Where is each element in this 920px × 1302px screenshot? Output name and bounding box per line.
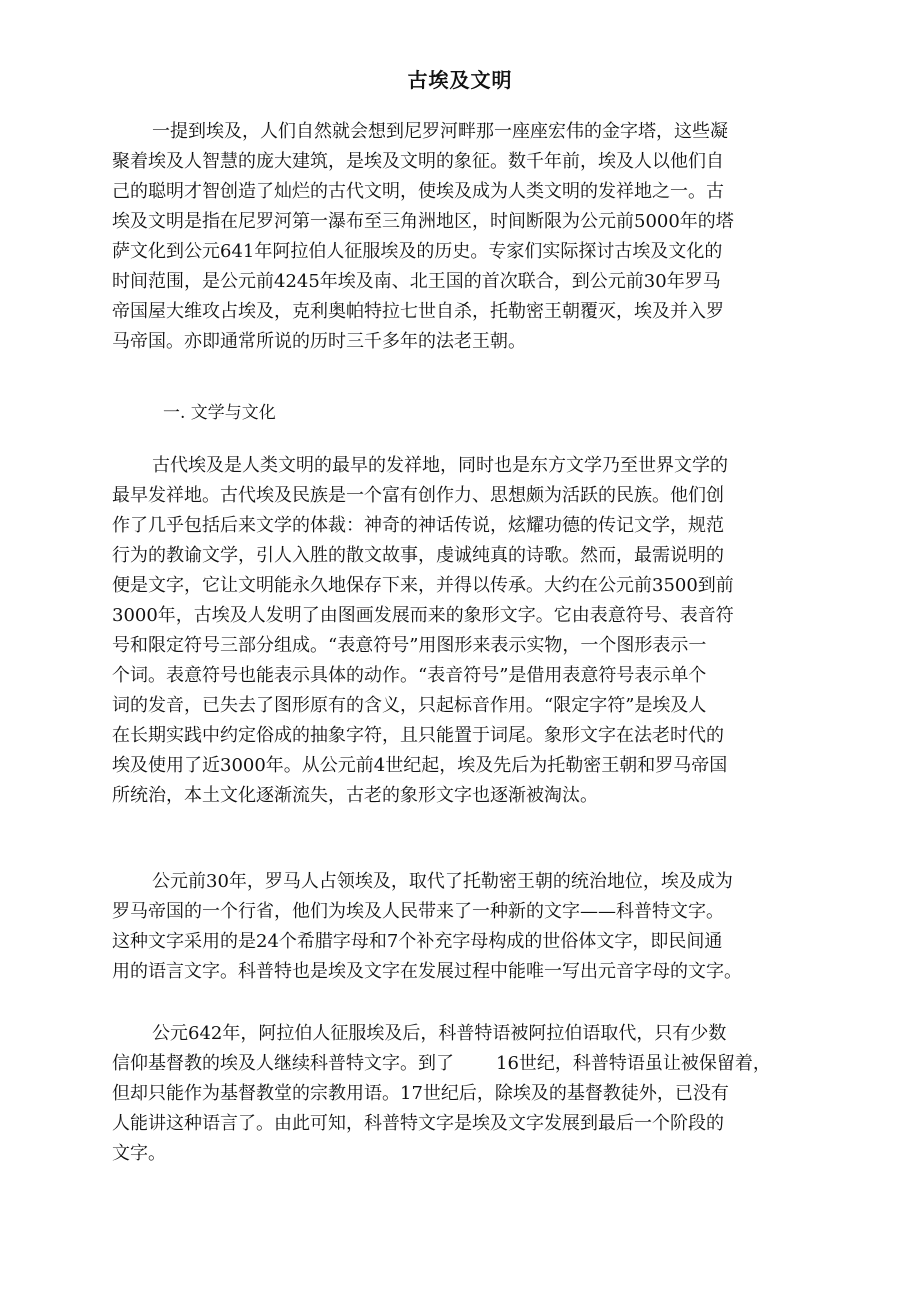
text-line: 行为的教谕文学，引人入胜的散文故事，虔诚纯真的诗歌。然而，最需说明的 [112, 545, 724, 566]
text-line: 便是文字，它让文明能永久地保存下来，并得以传承。大约在公元前3500到前 [112, 575, 734, 596]
text-line: 词的发音，已失去了图形原有的含义，只起标音作用。“限定字符”是埃及人 [112, 695, 707, 716]
text-fragment: 16世纪，科普特语虽让被保留着， [496, 1053, 771, 1074]
text-line: 古代埃及是人类文明的最早的发祥地，同时也是东方文学乃至世界文学的 [152, 455, 728, 476]
text-line: 埃及文明是指在尼罗河第一瀑布至三角洲地区，时间断限为公元前5000年的塔 [112, 211, 734, 232]
text-line [112, 1049, 814, 1079]
literature-paragraph [112, 451, 814, 811]
text-line: 己的聪明才智创造了灿烂的古代文明，使埃及成为人类文明的发祥地之一。古 [112, 181, 724, 202]
text-line: 作了几乎包括后来文学的体裁：神奇的神话传说，炫耀功德的传记文学，规范 [112, 515, 724, 536]
text-line: 埃及使用了近3000年。从公元前4世纪起，埃及先后为托勒密王朝和罗马帝国 [112, 755, 728, 776]
text-line: 公元642年，阿拉伯人征服埃及后，科普特语被阿拉伯语取代，只有少数 [152, 1023, 727, 1044]
intro-paragraph [112, 117, 814, 357]
text-line: 个词。表意符号也能表示具体的动作。“表音符号”是借用表意符号表示单个 [112, 665, 707, 686]
text-line: 一提到埃及，人们自然就会想到尼罗河畔那一座座宏伟的金字塔，这些凝 [152, 121, 728, 142]
text-line: 公元前30年，罗马人占领埃及，取代了托勒密王朝的统治地位，埃及成为 [152, 871, 733, 892]
text-line: 人能讲这种语言了。由此可知，科普特文字是埃及文字发展到最后一个阶段的 [112, 1113, 724, 1134]
document-title: 古埃及文明 [407, 68, 513, 92]
section-heading: 一. 文学与文化 [163, 403, 276, 423]
arab-conquest-paragraph [112, 1019, 814, 1169]
text-line: 号和限定符号三部分组成。“表意符号”用图形来表示实物，一个图形表示一 [112, 635, 707, 656]
text-line: 马帝国。亦即通常所说的历时三千多年的法老王朝。 [112, 331, 526, 352]
text-line: 时间范围，是公元前4245年埃及南、北王国的首次联合，到公元前30年罗马 [112, 271, 721, 292]
text-line: 3000年，古埃及人发明了由图画发展而来的象形文字。它由表意符号、表音符 [112, 605, 734, 626]
text-line: 这种文字采用的是24个希腊字母和7个补充字母构成的世俗体文字，即民间通 [112, 931, 723, 952]
text-line: 所统治，本土文化逐渐流失，古老的象形文字也逐渐被淘汰。 [112, 785, 598, 806]
text-line: 用的语言文字。科普特也是埃及文字在发展过程中能唯一写出元音字母的文字。 [112, 961, 742, 982]
text-line: 文字。 [112, 1143, 166, 1164]
text-line: 但却只能作为基督教堂的宗教用语。17世纪后，除埃及的基督教徒外，已没有 [112, 1083, 729, 1104]
text-fragment: 信仰基督教的埃及人继续科普特文字。到了 [112, 1053, 454, 1074]
text-line: 罗马帝国的一个行省，他们为埃及人民带来了一种新的文字——科普特文字。 [112, 901, 724, 922]
text-line: 帝国屋大维攻占埃及，克利奥帕特拉七世自杀，托勒密王朝覆灭，埃及并入罗 [112, 301, 724, 322]
text-line: 萨文化到公元641年阿拉伯人征服埃及的历史。专家们实际探讨古埃及文化的 [112, 241, 723, 262]
coptic-paragraph [112, 867, 814, 987]
text-line: 最早发祥地。古代埃及民族是一个富有创作力、思想颇为活跃的民族。他们创 [112, 485, 724, 506]
text-line: 聚着埃及人智慧的庞大建筑，是埃及文明的象征。数千年前，埃及人以他们自 [112, 151, 724, 172]
text-line: 在长期实践中约定俗成的抽象字符，且只能置于词尾。象形文字在法老时代的 [112, 725, 724, 746]
